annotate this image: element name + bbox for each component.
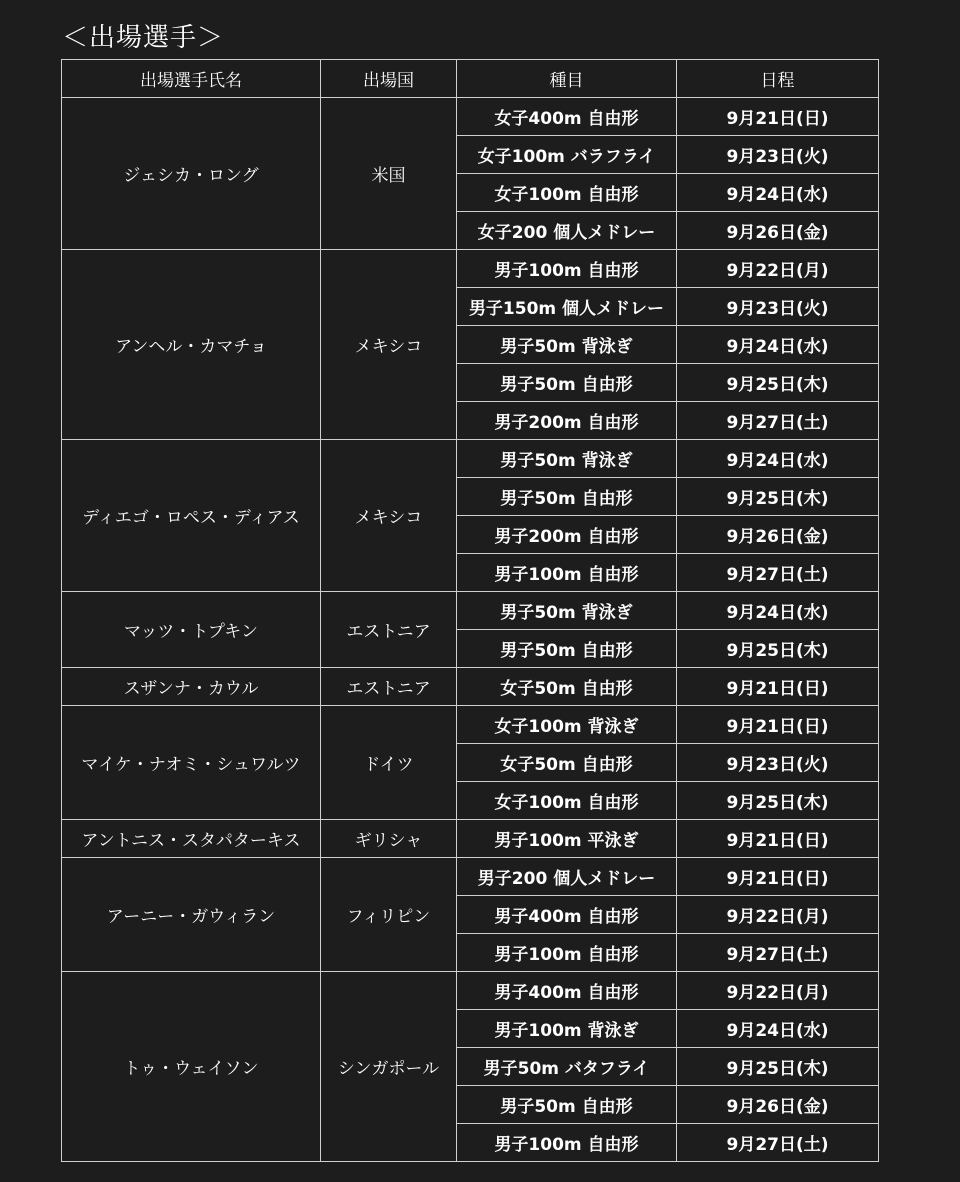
date-cell: 9月24日(水) xyxy=(677,326,879,364)
event-cell: 男子50m 自由形 xyxy=(457,364,677,402)
date-cell: 9月27日(土) xyxy=(677,934,879,972)
date-cell: 9月21日(日) xyxy=(677,858,879,896)
date-cell: 9月25日(木) xyxy=(677,782,879,820)
date-cell: 9月26日(金) xyxy=(677,1086,879,1124)
date-cell: 9月25日(木) xyxy=(677,478,879,516)
table-row xyxy=(62,440,879,478)
date-cell: 9月21日(日) xyxy=(677,668,879,706)
table-row xyxy=(62,858,879,896)
date-cell: 9月27日(土) xyxy=(677,402,879,440)
athlete-name-cell: トゥ・ウェイソン xyxy=(62,972,321,1162)
date-cell: 9月23日(火) xyxy=(677,136,879,174)
header-date: 日程 xyxy=(677,60,879,98)
page-title: ＜出場選手＞ xyxy=(62,23,225,53)
event-cell: 男子100m 自由形 xyxy=(457,250,677,288)
date-cell: 9月25日(木) xyxy=(677,1048,879,1086)
header-row xyxy=(62,60,879,98)
event-cell: 男子100m 自由形 xyxy=(457,1124,677,1162)
table-row xyxy=(62,592,879,630)
event-cell: 男子100m 自由形 xyxy=(457,554,677,592)
event-cell: 男子100m 平泳ぎ xyxy=(457,820,677,858)
date-cell: 9月27日(土) xyxy=(677,1124,879,1162)
event-cell: 女子100m 自由形 xyxy=(457,782,677,820)
athlete-name-cell: マッツ・トプキン xyxy=(62,592,321,668)
event-cell: 男子50m 背泳ぎ xyxy=(457,440,677,478)
header-event: 種目 xyxy=(457,60,677,98)
date-cell: 9月23日(火) xyxy=(677,744,879,782)
country-cell: エストニア xyxy=(321,668,457,706)
date-cell: 9月27日(土) xyxy=(677,554,879,592)
table-row xyxy=(62,98,879,136)
country-cell: ギリシャ xyxy=(321,820,457,858)
event-cell: 男子400m 自由形 xyxy=(457,896,677,934)
event-cell: 女子100m 背泳ぎ xyxy=(457,706,677,744)
date-cell: 9月21日(日) xyxy=(677,98,879,136)
event-cell: 女子100m 自由形 xyxy=(457,174,677,212)
date-cell: 9月24日(水) xyxy=(677,440,879,478)
table-row xyxy=(62,706,879,744)
athlete-name-cell: アントニス・スタパターキス xyxy=(62,820,321,858)
athlete-name-cell: ディエゴ・ロペス・ディアス xyxy=(62,440,321,592)
date-cell: 9月21日(日) xyxy=(677,706,879,744)
date-cell: 9月26日(金) xyxy=(677,212,879,250)
event-cell: 男子50m 自由形 xyxy=(457,1086,677,1124)
event-cell: 男子200m 自由形 xyxy=(457,516,677,554)
country-cell: 米国 xyxy=(321,98,457,250)
table-row xyxy=(62,250,879,288)
country-cell: メキシコ xyxy=(321,250,457,440)
country-cell: メキシコ xyxy=(321,440,457,592)
athlete-name-cell: アーニー・ガウィラン xyxy=(62,858,321,972)
event-cell: 男子100m 背泳ぎ xyxy=(457,1010,677,1048)
event-cell: 男子200m 自由形 xyxy=(457,402,677,440)
event-cell: 男子100m 自由形 xyxy=(457,934,677,972)
date-cell: 9月22日(月) xyxy=(677,896,879,934)
athlete-name-cell: アンヘル・カマチョ xyxy=(62,250,321,440)
table-row xyxy=(62,668,879,706)
event-cell: 男子50m 自由形 xyxy=(457,630,677,668)
country-cell: ドイツ xyxy=(321,706,457,820)
event-cell: 男子50m 背泳ぎ xyxy=(457,592,677,630)
athlete-table-body xyxy=(62,98,879,1162)
event-cell: 男子50m 自由形 xyxy=(457,478,677,516)
country-cell: エストニア xyxy=(321,592,457,668)
date-cell: 9月21日(日) xyxy=(677,820,879,858)
event-cell: 男子50m バタフライ xyxy=(457,1048,677,1086)
table-row xyxy=(62,972,879,1010)
athlete-name-cell: マイケ・ナオミ・シュワルツ xyxy=(62,706,321,820)
header-name: 出場選手氏名 xyxy=(62,60,321,98)
header-country: 出場国 xyxy=(321,60,457,98)
event-cell: 女子400m 自由形 xyxy=(457,98,677,136)
date-cell: 9月22日(月) xyxy=(677,972,879,1010)
event-cell: 女子100m バラフライ xyxy=(457,136,677,174)
event-cell: 男子150m 個人メドレー xyxy=(457,288,677,326)
event-cell: 女子200 個人メドレー xyxy=(457,212,677,250)
country-cell: フィリピン xyxy=(321,858,457,972)
athlete-name-cell: ジェシカ・ロング xyxy=(62,98,321,250)
date-cell: 9月25日(木) xyxy=(677,630,879,668)
date-cell: 9月24日(水) xyxy=(677,1010,879,1048)
date-cell: 9月23日(火) xyxy=(677,288,879,326)
event-cell: 女子50m 自由形 xyxy=(457,744,677,782)
event-cell: 男子50m 背泳ぎ xyxy=(457,326,677,364)
date-cell: 9月26日(金) xyxy=(677,516,879,554)
country-cell: シンガポール xyxy=(321,972,457,1162)
date-cell: 9月24日(水) xyxy=(677,174,879,212)
athlete-name-cell: スザンナ・カウル xyxy=(62,668,321,706)
event-cell: 女子50m 自由形 xyxy=(457,668,677,706)
date-cell: 9月24日(水) xyxy=(677,592,879,630)
date-cell: 9月22日(月) xyxy=(677,250,879,288)
date-cell: 9月25日(木) xyxy=(677,364,879,402)
athlete-table xyxy=(61,59,879,1162)
table-row xyxy=(62,820,879,858)
event-cell: 男子200 個人メドレー xyxy=(457,858,677,896)
event-cell: 男子400m 自由形 xyxy=(457,972,677,1010)
